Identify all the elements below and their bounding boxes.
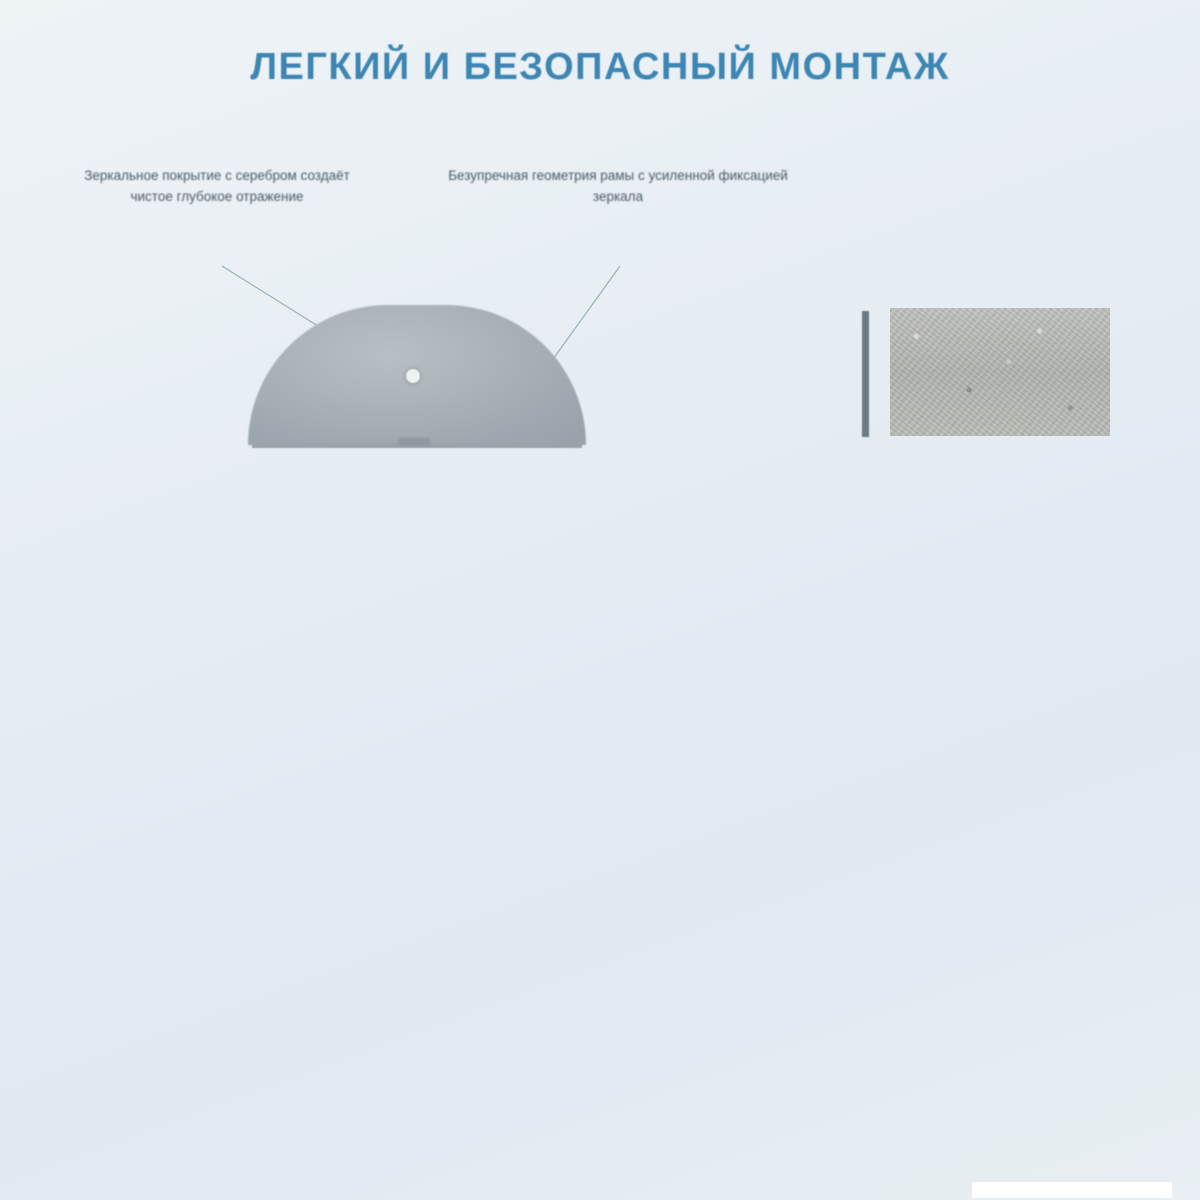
page-title: ЛЕГКИЙ И БЕЗОПАСНЫЙ МОНТАЖ: [250, 46, 950, 88]
concrete-texture-swatch: [890, 308, 1110, 436]
mounting-slot-icon: [398, 438, 430, 446]
bottom-right-strip: [972, 1182, 1172, 1198]
callout-left-text: Зеркальное покрытие с серебром создаёт чистое глубокое отражение: [84, 168, 350, 204]
mirror-dome-illustration: [248, 305, 586, 450]
sample-edge-bar: [862, 311, 869, 437]
material-sample: [862, 308, 1110, 440]
callout-right-text: Безупречная геометрия рамы с усиленной фиксацией зеркала: [448, 168, 788, 204]
mounting-hole-icon: [406, 369, 420, 383]
